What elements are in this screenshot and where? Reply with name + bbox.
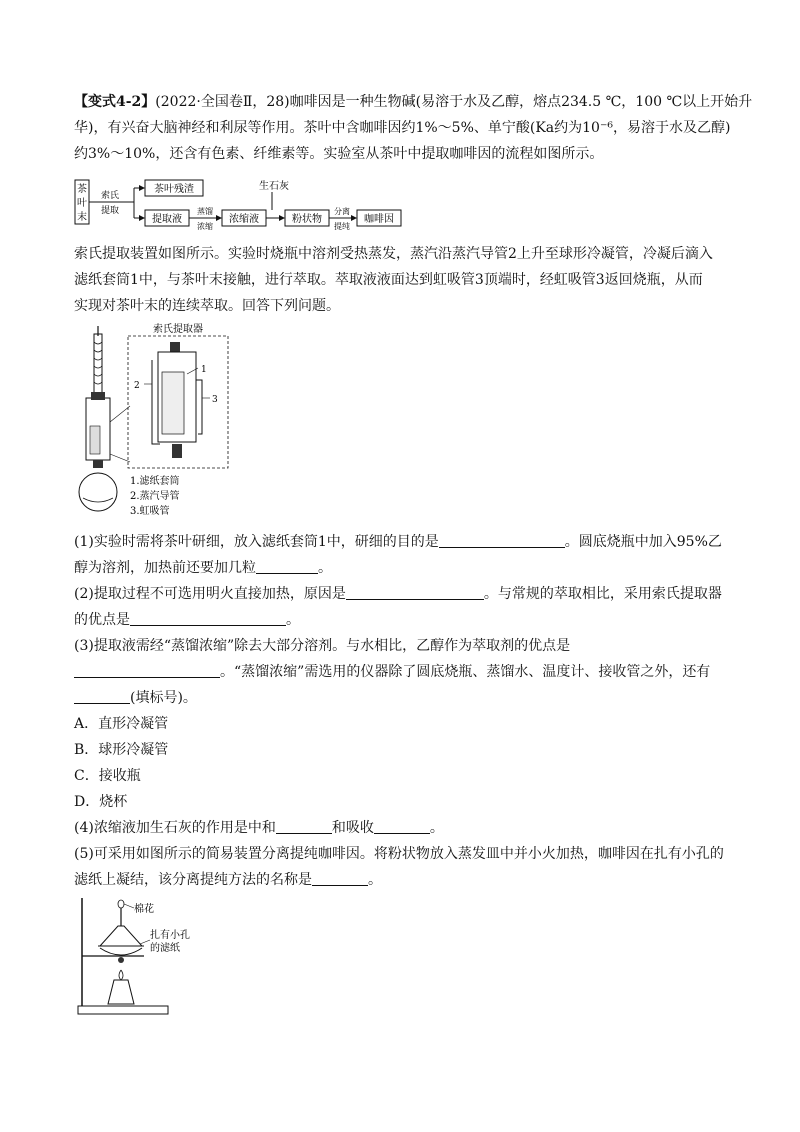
q3-text-b: 。“蒸馏浓缩”需选用的仪器除了圆底烧瓶、蒸馏水、温度计、接收管之外，还有	[220, 664, 711, 680]
para2-line-3: 实现对茶叶末的连续萃取。回答下列问题。	[74, 298, 340, 314]
filter-thimble	[162, 372, 184, 434]
q2-text-c: 的优点是	[74, 612, 130, 628]
round-bottom-flask	[79, 473, 117, 511]
q4-text-c: 。	[429, 820, 444, 836]
paper-label-1: 扎有小孔	[150, 930, 190, 941]
option-c[interactable]: C．接收瓶	[74, 768, 141, 784]
q4-text-a: (4)浓缩液加生石灰的作用是中和	[74, 820, 276, 836]
reagent-label: 生石灰	[259, 181, 289, 192]
intro-line-1	[74, 92, 752, 112]
q5-line-1: (5)可采用如图所示的简易装置分离提纯咖啡因。将粉状物放入蒸发皿中并小火加热，咖啡因在扎有小孔的	[74, 846, 724, 862]
intro-line-2: 华)，有兴奋大脑神经和利尿等作用。茶叶中含咖啡因约1%～5%、单宁酸(Ka约为10⁻⁶，易溶于水及乙醇)	[74, 120, 731, 136]
step1-top: 索氏	[100, 191, 120, 201]
flame	[119, 970, 123, 980]
q2-blank-2[interactable]	[130, 611, 286, 626]
q2-text-b: 。与常规的萃取相比，采用索氏提取器	[483, 586, 722, 602]
cotton-label: 棉花	[134, 904, 154, 915]
step3-bottom: 提纯	[334, 222, 350, 231]
stand-base	[78, 1006, 168, 1014]
powder-label: 粉状物	[292, 214, 322, 225]
legend-1: 1.滤纸套筒	[130, 476, 180, 487]
legend-2: 2.蒸汽导管	[130, 491, 180, 502]
q1-text-d: 。	[318, 560, 332, 576]
flow-diagram	[74, 176, 404, 236]
q4-blank-2[interactable]	[374, 819, 430, 834]
cotton-plug	[118, 900, 124, 908]
q5-text-c: 。	[368, 872, 382, 888]
option-b[interactable]: B．球形冷凝管	[74, 742, 169, 758]
q1-text-a: (1)实验时需将茶叶研细，放入滤纸套筒1中，研细的目的是	[74, 534, 439, 550]
q1-blank-1[interactable]	[439, 533, 565, 548]
q1-blank-2[interactable]	[256, 559, 318, 574]
step2-bottom: 浓缩	[197, 222, 213, 231]
start-char-3: 末	[77, 212, 87, 223]
residue-label: 茶叶残渣	[154, 184, 194, 195]
q3-line-3	[74, 688, 197, 708]
sublimation-apparatus-figure	[74, 894, 204, 1016]
q3-text-c: (填标号)。	[130, 690, 197, 706]
q3-line-1: (3)提取液需经“蒸馏浓缩”除去大部分溶剂。与水相比，乙醇作为萃取剂的优点是	[74, 638, 571, 654]
step1-bottom: 提取	[100, 206, 120, 216]
option-a[interactable]: A．直形冷凝管	[74, 716, 169, 732]
q1-text-b: 。圆底烧瓶中加入95%乙	[564, 534, 722, 550]
q5-text-b: 滤纸上凝结，该分离提纯方法的名称是	[74, 872, 312, 888]
label-1: 1	[201, 365, 207, 375]
product-label: 咖啡因	[364, 214, 394, 225]
legend-3: 3.虹吸管	[130, 506, 170, 517]
start-char-1: 茶	[77, 184, 87, 195]
para2-line-1: 索氏提取装置如图所示。实验时烧瓶中溶剂受热蒸发，蒸汽沿蒸汽导管2上升至球形冷凝管，冷凝后滴入	[74, 246, 713, 262]
q2-text-d: 。	[286, 612, 300, 628]
q4-blank-1[interactable]	[276, 819, 332, 834]
intro-line-3: 约3%～10%，还含有色素、纤维素等。实验室从茶叶中提取咖啡因的流程如图所示。	[74, 146, 604, 162]
label-2: 2	[134, 381, 140, 391]
q2-line-2	[74, 610, 300, 630]
q2-line-1	[74, 584, 722, 604]
option-d[interactable]: D．烧杯	[74, 794, 128, 810]
q3-line-2	[74, 662, 710, 682]
variant-tag: 【变式4-2】	[74, 94, 156, 110]
label-3: 3	[212, 395, 218, 405]
intro-text-1: (2022·全国卷Ⅱ，28)咖啡因是一种生物碱(易溶于水及乙醇，熔点234.5 ℃，100 ℃以上开始升	[155, 94, 753, 110]
q3-blank-2[interactable]	[74, 689, 130, 704]
q4-line	[74, 818, 444, 838]
q2-text-a: (2)提取过程不可选用明火直接加热，原因是	[74, 586, 346, 602]
q1-text-c: 醇为溶剂，加热前还要加几粒	[74, 560, 256, 576]
q2-blank-1[interactable]	[346, 585, 484, 600]
paper-label-2: 的滤纸	[150, 943, 180, 954]
soxhlet-apparatus-figure	[74, 322, 234, 518]
step2-top: 蒸馏	[197, 207, 213, 216]
para2-line-2: 滤纸套筒1中，与茶叶末接触，进行萃取。萃取液液面达到虹吸管3顶端时，经虹吸管3返回烧瓶，从而	[74, 272, 703, 288]
q1-line-2	[74, 558, 332, 578]
q4-text-b: 和吸收	[331, 820, 374, 836]
inverted-funnel	[100, 926, 142, 946]
evaporating-dish	[100, 948, 142, 955]
conc-label: 浓缩液	[229, 214, 259, 225]
q3-blank-1[interactable]	[74, 663, 220, 678]
q1-line-1	[74, 532, 722, 552]
q5-blank[interactable]	[312, 871, 368, 886]
extract-label: 提取液	[152, 214, 182, 225]
q5-line-2	[74, 870, 382, 890]
alcohol-lamp	[108, 980, 134, 1004]
start-char-2: 叶	[77, 198, 87, 209]
apparatus-title: 索氏提取器	[153, 324, 203, 335]
step3-top: 分离	[334, 207, 350, 216]
